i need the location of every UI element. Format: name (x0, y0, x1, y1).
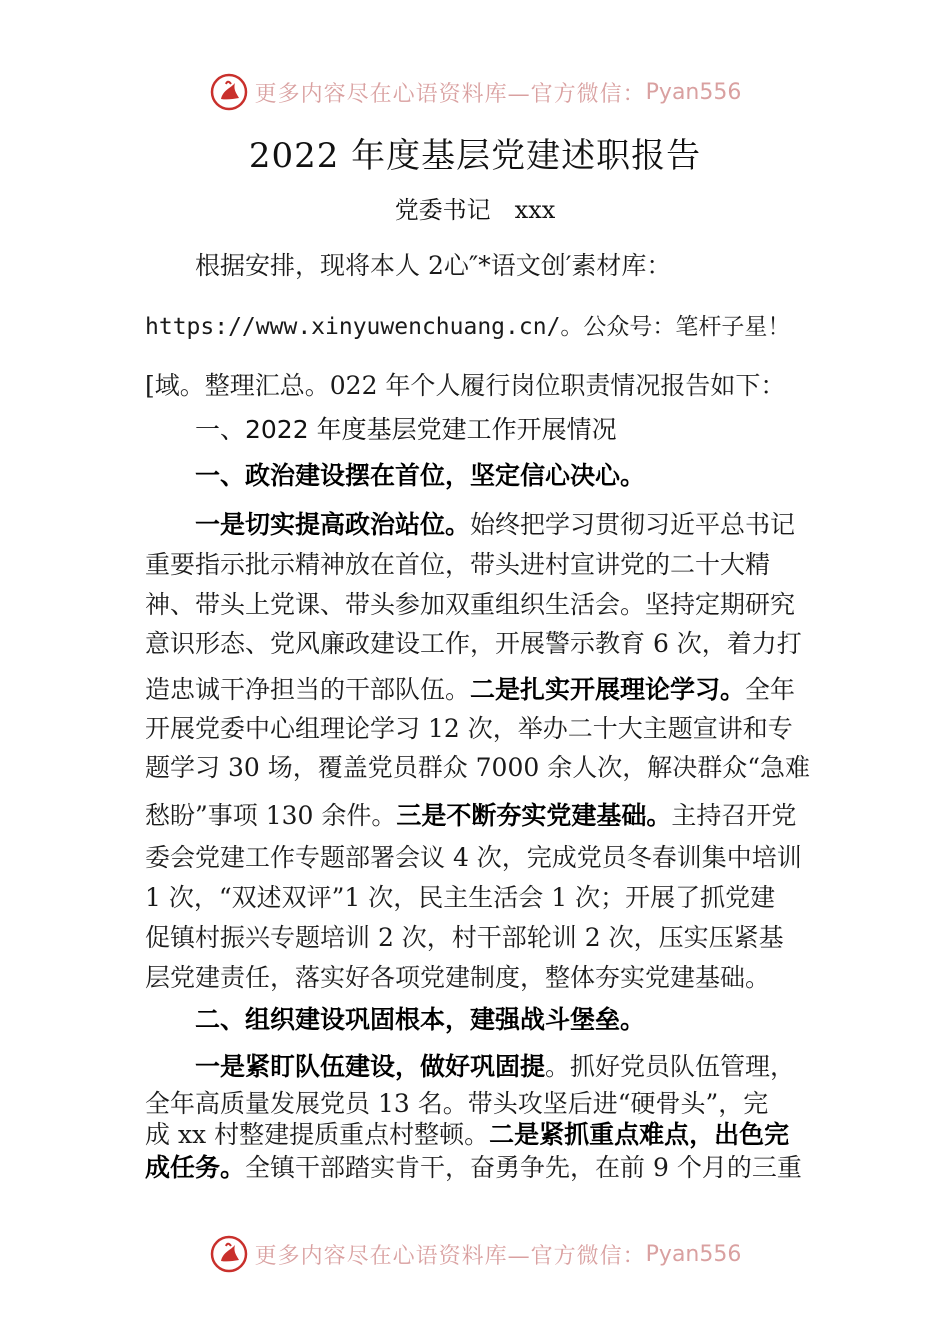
text-run: 造忠诚干净担当的干部队伍。 (145, 675, 471, 704)
banner-wechat-id: Pyan556 (645, 1241, 742, 1267)
paragraph-line (195, 505, 795, 541)
text-run: 始终把学习贯彻习近平总书记 (470, 510, 796, 539)
text-run: 成 xx 村整建提质重点村整顿。 (145, 1120, 490, 1149)
swan-logo-icon (209, 72, 249, 112)
paragraph-line: 委会党建工作专题部署会议 4 次，完成党员冬春训集中培训 (145, 843, 802, 872)
paragraph-line: 促镇村振兴专题培训 2 次，村干部轮训 2 次，压实压紧基 (145, 923, 784, 952)
bold-lead: 二是紧抓重点难点，出色完 (489, 1120, 790, 1149)
subsection-heading-2: 二、组织建设巩固根本，建强战斗堡垒。 (195, 1005, 646, 1034)
document-author: 党委书记 xxx (394, 196, 556, 224)
text-run: 全镇干部踏实肯干，奋勇争先，在前 9 个月的三重 (245, 1153, 802, 1182)
paragraph-line: 层党建责任，落实好各项党建制度，整体夯实党建基础。 (145, 963, 771, 992)
paragraph-line (145, 1148, 802, 1184)
paragraph-line (145, 796, 796, 832)
section-heading-1: 一、2022 年度基层党建工作开展情况 (195, 415, 617, 444)
bold-lead: 成任务。 (145, 1153, 246, 1182)
intro-line-1: 根据安排，现将本人 2心″*语文创′素材库： (195, 251, 672, 280)
paragraph-line: 1 次，“双述双评”1 次，民主生活会 1 次；开展了抓党建 (145, 883, 776, 912)
paragraph-line (145, 670, 795, 706)
text-run: 。抓好党员队伍管理， (545, 1052, 796, 1081)
watermark-banner-bottom (0, 1232, 950, 1276)
banner-text: 更多内容尽在心语资料库—官方微信： (254, 1243, 646, 1269)
watermark-banner-top (0, 70, 950, 114)
paragraph-line (145, 1115, 789, 1151)
text-run: 全年 (745, 675, 796, 704)
paragraph-line: 神、带头上党课、带头参加双重组织生活会。坚持定期研究 (145, 590, 796, 619)
intro-line-3: [域。整理汇总。022 年个人履行岗位职责情况报告如下： (145, 371, 786, 400)
paragraph-line (195, 1047, 795, 1083)
intro-line-2: https://www.xinyuwenchuang.cn/。公众号：笔杆子星！ (145, 314, 791, 340)
paragraph-line: 题学习 30 场，覆盖党员群众 7000 余人次，解决群众“急难 (145, 753, 811, 782)
paragraph-line: 开展党委中心组理论学习 12 次，举办二十大主题宣讲和专 (145, 714, 793, 743)
subsection-heading-1: 一、政治建设摆在首位，坚定信心决心。 (195, 461, 646, 490)
bold-lead: 一是切实提高政治站位。 (195, 510, 471, 539)
bold-lead: 二是扎实开展理论学习。 (470, 675, 746, 704)
text-run: 愁盼”事项 130 余件。 (145, 801, 397, 830)
bold-lead: 三是不断夯实党建基础。 (396, 801, 672, 830)
text-run: 主持召开党 (671, 801, 797, 830)
document-title: 2022 年度基层党建述职报告 (248, 136, 702, 176)
bold-lead: 一是紧盯队伍建设，做好巩固提 (195, 1052, 546, 1081)
swan-logo-icon (209, 1234, 249, 1274)
paragraph-line: 全年高质量发展党员 13 名。带头攻坚后进“硬骨头”，完 (145, 1089, 769, 1118)
banner-text: 更多内容尽在心语资料库—官方微信： (254, 81, 646, 107)
paragraph-line: 重要指示批示精神放在首位，带头进村宣讲党的二十大精 (145, 550, 771, 579)
banner-wechat-id: Pyan556 (645, 79, 742, 105)
paragraph-line: 意识形态、党风廉政建设工作，开展警示教育 6 次，着力打 (145, 629, 802, 658)
